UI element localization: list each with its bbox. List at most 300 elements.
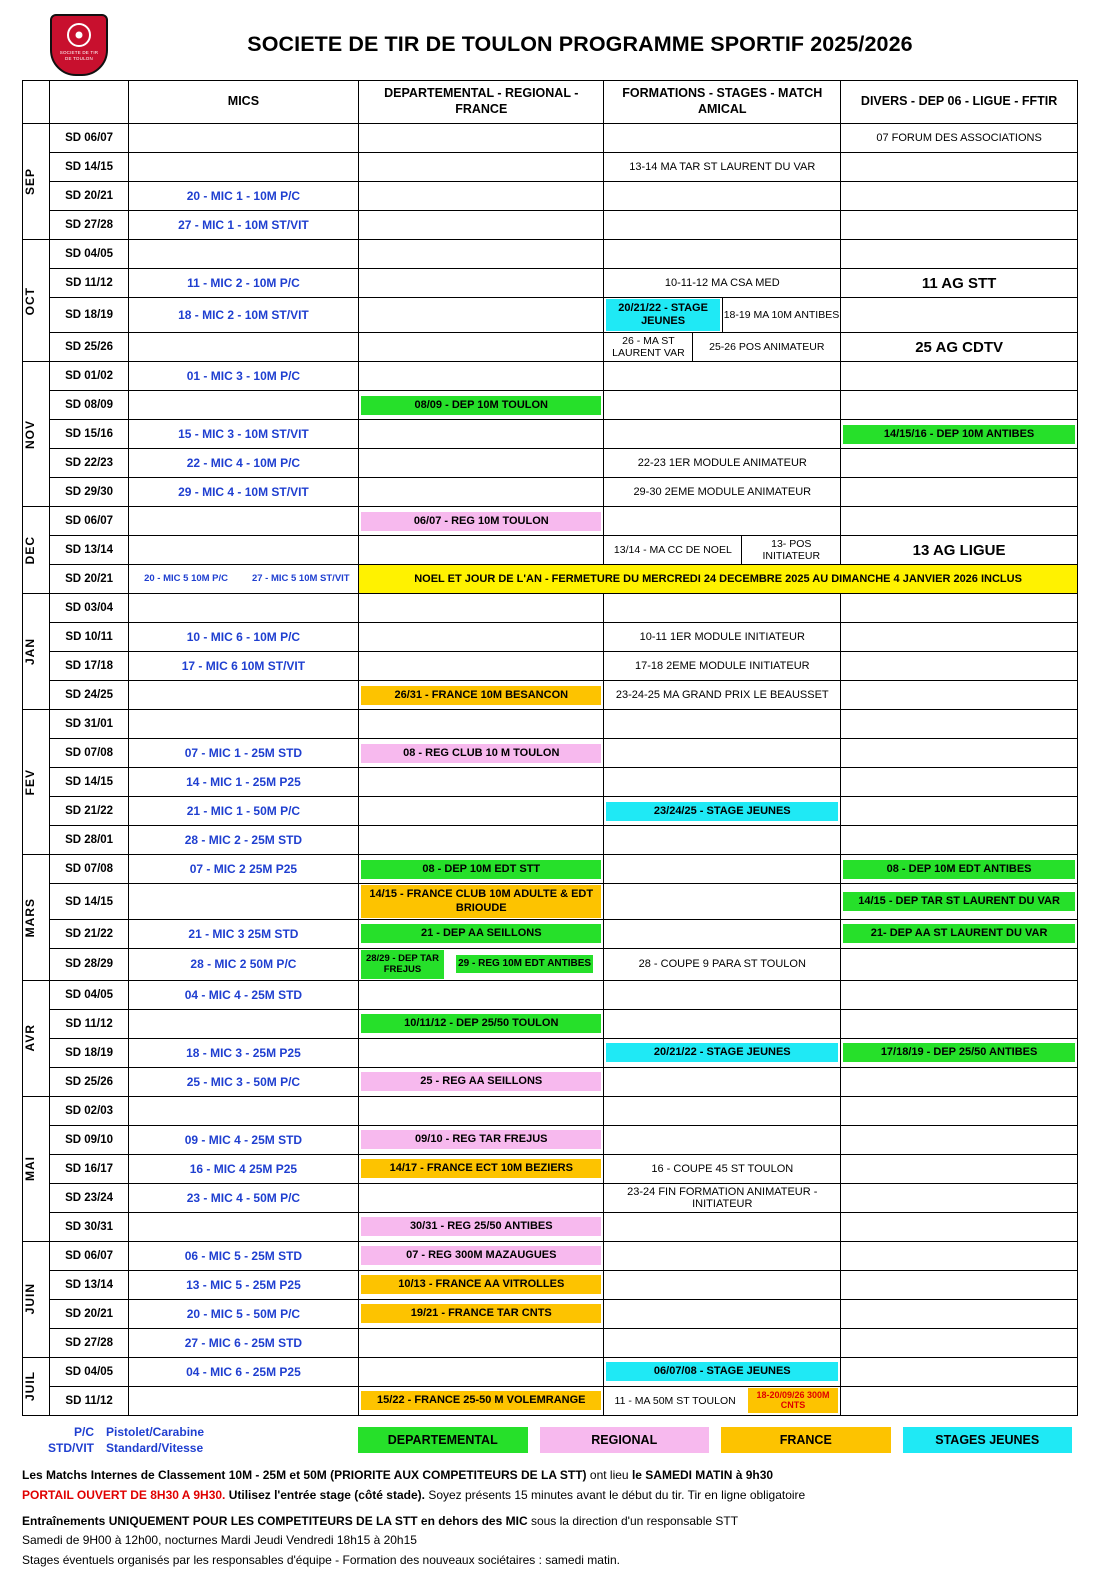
cell-divers xyxy=(841,391,1078,420)
cell-divers xyxy=(841,478,1078,507)
legend-departemental: DEPARTEMENTAL xyxy=(358,1427,528,1453)
week-label: SD 09/10 xyxy=(50,1125,128,1154)
cell-mics xyxy=(128,884,358,919)
cell-divers: 25 AG CDTV xyxy=(841,333,1078,362)
cell-mics: 28 - MIC 2 - 25M STD xyxy=(128,826,358,855)
cell-drf xyxy=(359,1299,604,1328)
cell-divers xyxy=(841,652,1078,681)
week-label: SD 28/29 xyxy=(50,948,128,980)
cell-drf xyxy=(359,182,604,211)
week-label: SD 06/07 xyxy=(50,507,128,536)
cell-fsm xyxy=(604,1386,841,1415)
week-label: SD 17/18 xyxy=(50,652,128,681)
cell-fsm xyxy=(604,1067,841,1096)
cell-drf xyxy=(359,948,604,980)
cell-drf xyxy=(359,1270,604,1299)
legend xyxy=(22,1424,1078,1456)
week-label: SD 03/04 xyxy=(50,594,128,623)
cell-drf xyxy=(359,768,604,797)
france-chip: 14/15 - FRANCE CLUB 10M ADULTE & EDT BRIOUDE xyxy=(361,885,601,917)
month-jan: JAN xyxy=(23,594,50,710)
week-label: SD 31/01 xyxy=(50,710,128,739)
cell-divers xyxy=(841,1241,1078,1270)
cell-mics xyxy=(128,333,358,362)
cell-mics xyxy=(128,124,358,153)
cell-divers xyxy=(841,768,1078,797)
cell-fsm: 10-11 1ER MODULE INITIATEUR xyxy=(604,623,841,652)
cell-fsm: 29-30 2EME MODULE ANIMATEUR xyxy=(604,478,841,507)
cell-fsm xyxy=(604,980,841,1009)
cell-fsm xyxy=(604,240,841,269)
france-chip: 19/21 - FRANCE TAR CNTS xyxy=(361,1304,601,1323)
cell-divers xyxy=(841,797,1078,826)
france-chip: 14/17 - FRANCE ECT 10M BEZIERS xyxy=(361,1159,601,1178)
cell-drf xyxy=(359,1183,604,1212)
cell-divers xyxy=(841,1096,1078,1125)
cell-fsm: 23-24 FIN FORMATION ANIMATEUR - INITIATEUR xyxy=(604,1183,841,1212)
cell-fsm xyxy=(604,1096,841,1125)
note-2b: Utilisez l'entrée stage (côté stade). xyxy=(225,1487,429,1502)
cell-fsm xyxy=(604,1357,841,1386)
cell-mics: 27 - MIC 1 - 10M ST/VIT xyxy=(128,211,358,240)
week-label: SD 13/14 xyxy=(50,1270,128,1299)
cell-drf xyxy=(359,797,604,826)
note-line-4: Samedi de 9H00 à 12h00, nocturnes Mardi Jeudi Vendredi 18h15 à 20h15 xyxy=(22,1533,417,1548)
week-label: SD 14/15 xyxy=(50,884,128,919)
dep-chip: 14/15/16 - DEP 10M ANTIBES xyxy=(843,425,1075,444)
cell-fsm xyxy=(604,1270,841,1299)
cell-mics: 21 - MIC 3 25M STD xyxy=(128,919,358,948)
reg-chip: 06/07 - REG 10M TOULON xyxy=(361,512,601,531)
cell-drf xyxy=(359,1096,604,1125)
col-header-divers: DIVERS - DEP 06 - LIGUE - FFTIR xyxy=(841,81,1078,124)
cell-fsm xyxy=(604,797,841,826)
cell-fsm-left: 26 - MA ST LAURENT VAR xyxy=(612,335,685,360)
week-label: SD 14/15 xyxy=(50,768,128,797)
reg-chip: 25 - REG AA SEILLONS xyxy=(361,1072,601,1091)
cell-drf xyxy=(359,1241,604,1270)
cell-fsm xyxy=(604,1212,841,1241)
cell-fsm xyxy=(604,298,841,333)
cell-fsm-left: 13/14 - MA CC DE NOEL xyxy=(613,544,732,557)
table-header-row xyxy=(23,81,1078,124)
reg-chip: 07 - REG 300M MAZAUGUES xyxy=(361,1246,601,1265)
cell-mics: 16 - MIC 4 25M P25 xyxy=(128,1154,358,1183)
week-label: SD 25/26 xyxy=(50,333,128,362)
month-oct: OCT xyxy=(23,240,50,362)
week-label: SD 16/17 xyxy=(50,1154,128,1183)
legend-stages: STAGES JEUNES xyxy=(903,1427,1073,1453)
week-label: SD 14/15 xyxy=(50,153,128,182)
shield-icon xyxy=(50,14,108,76)
week-label: SD 08/09 xyxy=(50,391,128,420)
cell-fsm-right: 18-19 MA 10M ANTIBES xyxy=(723,309,840,322)
cell-divers xyxy=(841,948,1078,980)
cell-divers xyxy=(841,449,1078,478)
cell-divers xyxy=(841,182,1078,211)
cell-mics: 27 - MIC 6 - 25M STD xyxy=(128,1328,358,1357)
cell-divers xyxy=(841,1125,1078,1154)
pc-abbrev: P/C xyxy=(73,1424,94,1439)
cell-mics: 17 - MIC 6 10M ST/VIT xyxy=(128,652,358,681)
target-icon xyxy=(67,23,91,47)
france-chip: 26/31 - FRANCE 10M BESANCON xyxy=(361,686,601,705)
week-label: SD 02/03 xyxy=(50,1096,128,1125)
note-3a: Entraînements UNIQUEMENT POUR LES COMPETITEURS DE LA STT en dehors des MIC xyxy=(22,1513,528,1528)
cell-drf xyxy=(359,298,604,333)
cell-divers xyxy=(841,1386,1078,1415)
cell-mics xyxy=(128,153,358,182)
cell-divers xyxy=(841,211,1078,240)
note-line-2 xyxy=(22,1486,1078,1506)
cell-mics xyxy=(128,507,358,536)
logo-line1: SOCIETE DE TIR xyxy=(59,49,99,55)
month-mars: MARS xyxy=(23,855,50,980)
cell-divers xyxy=(841,826,1078,855)
cell-mics: 20 - MIC 1 - 10M P/C xyxy=(128,182,358,211)
cell-drf xyxy=(359,124,604,153)
dep-chip: 17/18/19 - DEP 25/50 ANTIBES xyxy=(843,1043,1075,1062)
dep-chip: 14/15 - DEP TAR ST LAURENT DU VAR xyxy=(843,892,1075,911)
stage-chip: 23/24/25 - STAGE JEUNES xyxy=(606,802,838,821)
cell-drf xyxy=(359,449,604,478)
notes xyxy=(22,1466,1078,1571)
cell-drf xyxy=(359,594,604,623)
cell-drf xyxy=(359,1009,604,1038)
cell-drf xyxy=(359,1038,604,1067)
cell-fsm-right: 13- POS INITIATEUR xyxy=(762,538,821,563)
note-2a: PORTAIL OUVERT DE 8H30 A 9H30. xyxy=(22,1487,226,1502)
cell-mics: 28 - MIC 2 50M P/C xyxy=(128,948,358,980)
cell-fsm xyxy=(604,124,841,153)
cell-drf xyxy=(359,623,604,652)
cell-fsm xyxy=(604,391,841,420)
cell-mics: 06 - MIC 5 - 25M STD xyxy=(128,1241,358,1270)
week-label: SD 07/08 xyxy=(50,855,128,884)
mic-right: 27 - MIC 5 10M ST/VIT xyxy=(251,572,350,584)
stage-chip: 06/07/08 - STAGE JEUNES xyxy=(606,1362,838,1381)
cell-mics: 07 - MIC 1 - 25M STD xyxy=(128,739,358,768)
france-chip: 15/22 - FRANCE 25-50 M VOLEMRANGE xyxy=(361,1391,601,1410)
cell-fsm: 17-18 2EME MODULE INITIATEUR xyxy=(604,652,841,681)
cell-mics: 13 - MIC 5 - 25M P25 xyxy=(128,1270,358,1299)
cell-divers xyxy=(841,240,1078,269)
week-label: SD 27/28 xyxy=(50,1328,128,1357)
cell-drf xyxy=(359,855,604,884)
week-label: SD 01/02 xyxy=(50,362,128,391)
cell-mics: 11 - MIC 2 - 10M P/C xyxy=(128,269,358,298)
cell-drf xyxy=(359,153,604,182)
cell-drf xyxy=(359,1386,604,1415)
cell-mics: 14 - MIC 1 - 25M P25 xyxy=(128,768,358,797)
france-chip: 10/13 - FRANCE AA VITROLLES xyxy=(361,1275,601,1294)
cell-drf xyxy=(359,333,604,362)
cell-drf xyxy=(359,507,604,536)
cell-divers: 07 FORUM DES ASSOCIATIONS xyxy=(841,124,1078,153)
cell-mics xyxy=(128,1386,358,1415)
cnts-chip: 18-20/09/26 300M CNTS xyxy=(748,1388,838,1414)
cell-mics: 29 - MIC 4 - 10M ST/VIT xyxy=(128,478,358,507)
week-label: SD 23/24 xyxy=(50,1183,128,1212)
programme-table xyxy=(22,80,1078,1416)
stage-chip: 20/21/22 - STAGE JEUNES xyxy=(606,1043,838,1062)
cell-divers xyxy=(841,739,1078,768)
cell-fsm xyxy=(604,1009,841,1038)
cell-divers xyxy=(841,1270,1078,1299)
cell-drf xyxy=(359,536,604,565)
dep-chip: 10/11/12 - DEP 25/50 TOULON xyxy=(361,1014,601,1033)
logo-line2: DE TOULON xyxy=(65,55,93,61)
cell-divers xyxy=(841,298,1078,333)
cell-mics: 22 - MIC 4 - 10M P/C xyxy=(128,449,358,478)
cell-mics: 07 - MIC 2 25M P25 xyxy=(128,855,358,884)
month-dec: DEC xyxy=(23,507,50,594)
cell-divers xyxy=(841,710,1078,739)
cell-mics xyxy=(128,391,358,420)
week-label: SD 04/05 xyxy=(50,240,128,269)
cell-mics xyxy=(128,681,358,710)
cell-drf xyxy=(359,211,604,240)
cell-divers xyxy=(841,362,1078,391)
note-1c: le SAMEDI MATIN à 9h30 xyxy=(631,1467,774,1482)
cell-divers xyxy=(841,1183,1078,1212)
note-line-3 xyxy=(22,1512,1078,1532)
week-label: SD 22/23 xyxy=(50,449,128,478)
cell-drf xyxy=(359,681,604,710)
cell-mics xyxy=(128,710,358,739)
cell-divers xyxy=(841,594,1078,623)
cell-divers xyxy=(841,1328,1078,1357)
cell-drf xyxy=(359,710,604,739)
dep-chip: 08 - DEP 10M EDT ANTIBES xyxy=(843,860,1075,879)
week-label: SD 11/12 xyxy=(50,269,128,298)
legend-abbrev xyxy=(22,1424,352,1456)
cell-divers xyxy=(841,884,1078,919)
cell-fsm xyxy=(604,1241,841,1270)
mic-left: 20 - MIC 5 10M P/C xyxy=(144,572,229,584)
cell-mics xyxy=(128,240,358,269)
dep-chip: 08 - DEP 10M EDT STT xyxy=(361,860,601,879)
cell-fsm xyxy=(604,182,841,211)
cell-fsm xyxy=(604,768,841,797)
cell-divers: 13 AG LIGUE xyxy=(841,536,1078,565)
cell-drf xyxy=(359,391,604,420)
note-2c: Soyez présents 15 minutes avant le début du tir. Tir en ligne obligatoire xyxy=(428,1487,806,1502)
cell-fsm xyxy=(604,826,841,855)
col-header-fsm: FORMATIONS - STAGES - MATCH AMICAL xyxy=(604,81,841,124)
cell-drf xyxy=(359,478,604,507)
cell-mics: 23 - MIC 4 - 50M P/C xyxy=(128,1183,358,1212)
cell-divers xyxy=(841,681,1078,710)
cell-fsm xyxy=(604,420,841,449)
week-label: SD 20/21 xyxy=(50,182,128,211)
dep-chip: 21- DEP AA ST LAURENT DU VAR xyxy=(843,924,1075,943)
week-label: SD 10/11 xyxy=(50,623,128,652)
cell-drf xyxy=(359,1125,604,1154)
cell-fsm-left: 11 - MA 50M ST TOULON xyxy=(614,1394,736,1407)
cell-mics xyxy=(128,594,358,623)
cell-drf xyxy=(359,420,604,449)
cell-divers xyxy=(841,1154,1078,1183)
cell-fsm: 28 - COUPE 9 PARA ST TOULON xyxy=(604,948,841,980)
cell-divers xyxy=(841,623,1078,652)
cell-fsm xyxy=(604,507,841,536)
cell-fsm xyxy=(604,884,841,919)
cell-divers xyxy=(841,507,1078,536)
week-label: SD 21/22 xyxy=(50,919,128,948)
corner-cell xyxy=(23,81,50,124)
dep-chip: 28/29 - DEP TAR FREJUS xyxy=(361,950,444,979)
cell-divers xyxy=(841,1299,1078,1328)
week-label: SD 25/26 xyxy=(50,1067,128,1096)
cell-drf xyxy=(359,980,604,1009)
week-label: SD 18/19 xyxy=(50,1038,128,1067)
dep-chip: 21 - DEP AA SEILLONS xyxy=(361,924,601,943)
corner-cell-2 xyxy=(50,81,128,124)
week-label: SD 18/19 xyxy=(50,298,128,333)
week-label: SD 06/07 xyxy=(50,1241,128,1270)
cell-fsm-right: 25-26 POS ANIMATEUR xyxy=(709,341,825,354)
cell-drf xyxy=(359,269,604,298)
week-label: SD 20/21 xyxy=(50,565,128,594)
cell-fsm: 10-11-12 MA CSA MED xyxy=(604,269,841,298)
week-label: SD 27/28 xyxy=(50,211,128,240)
cell-drf xyxy=(359,919,604,948)
cell-mics: 15 - MIC 3 - 10M ST/VIT xyxy=(128,420,358,449)
week-label: SD 15/16 xyxy=(50,420,128,449)
cell-mics: 04 - MIC 4 - 25M STD xyxy=(128,980,358,1009)
pc-meaning: Pistolet/Carabine xyxy=(106,1424,205,1439)
cell-fsm xyxy=(604,211,841,240)
week-label: SD 28/01 xyxy=(50,826,128,855)
cell-mics: 18 - MIC 3 - 25M P25 xyxy=(128,1038,358,1067)
month-juil: JUIL xyxy=(23,1357,50,1415)
week-label: SD 29/30 xyxy=(50,478,128,507)
cell-mics: 21 - MIC 1 - 50M P/C xyxy=(128,797,358,826)
cell-drf xyxy=(359,1154,604,1183)
cell-divers xyxy=(841,1067,1078,1096)
reg-chip: 08 - REG CLUB 10 M TOULON xyxy=(361,744,601,763)
week-label: SD 04/05 xyxy=(50,1357,128,1386)
week-label: SD 11/12 xyxy=(50,1009,128,1038)
note-1b: ont lieu xyxy=(586,1467,632,1482)
cell-mics xyxy=(128,1096,358,1125)
cell-fsm xyxy=(604,594,841,623)
cell-fsm xyxy=(604,333,841,362)
cell-drf xyxy=(359,739,604,768)
week-label: SD 04/05 xyxy=(50,980,128,1009)
stdvit-meaning: Standard/Vitesse xyxy=(106,1440,204,1455)
month-juin: JUIN xyxy=(23,1241,50,1357)
cell-drf xyxy=(359,1357,604,1386)
cell-fsm: 13-14 MA TAR ST LAURENT DU VAR xyxy=(604,153,841,182)
cell-mics: 09 - MIC 4 - 25M STD xyxy=(128,1125,358,1154)
cell-divers xyxy=(841,153,1078,182)
note-1a: Les Matchs Internes de Classement 10M - 25M et 50M (PRIORITE AUX COMPETITEURS DE LA STT) xyxy=(22,1467,587,1482)
cell-drf xyxy=(359,240,604,269)
stage-chip: 20/21/22 - STAGE JEUNES xyxy=(606,299,719,331)
cell-fsm xyxy=(604,919,841,948)
legend-regional: REGIONAL xyxy=(540,1427,710,1453)
week-label: SD 11/12 xyxy=(50,1386,128,1415)
note-line-5: Stages éventuels organisés par les responsables d'équipe - Formation des nouveaux sociétaires : samedi matin. xyxy=(22,1553,620,1568)
page-title: SOCIETE DE TIR DE TOULON PROGRAMME SPORTIF 2025/2026 xyxy=(247,31,913,56)
cell-divers: 11 AG STT xyxy=(841,269,1078,298)
cell-mics xyxy=(128,565,358,594)
week-label: SD 21/22 xyxy=(50,797,128,826)
week-label: SD 07/08 xyxy=(50,739,128,768)
cell-mics: 01 - MIC 3 - 10M P/C xyxy=(128,362,358,391)
week-label: SD 20/21 xyxy=(50,1299,128,1328)
week-label: SD 13/14 xyxy=(50,536,128,565)
month-sep: SEP xyxy=(23,124,50,240)
cell-divers xyxy=(841,1009,1078,1038)
cell-divers xyxy=(841,1212,1078,1241)
week-label: SD 30/31 xyxy=(50,1212,128,1241)
cell-fsm xyxy=(604,855,841,884)
cell-drf xyxy=(359,1328,604,1357)
cell-drf xyxy=(359,362,604,391)
month-mai: MAI xyxy=(23,1096,50,1241)
cell-drf xyxy=(359,1212,604,1241)
month-fev: FEV xyxy=(23,710,50,855)
cell-mics: 10 - MIC 6 - 10M P/C xyxy=(128,623,358,652)
cell-mics: 04 - MIC 6 - 25M P25 xyxy=(128,1357,358,1386)
cell-mics xyxy=(128,1009,358,1038)
cell-fsm xyxy=(604,536,841,565)
cell-mics xyxy=(128,1212,358,1241)
reg-chip: 30/31 - REG 25/50 ANTIBES xyxy=(361,1217,601,1236)
cell-mics xyxy=(128,536,358,565)
cell-fsm: 23-24-25 MA GRAND PRIX LE BEAUSSET xyxy=(604,681,841,710)
cell-divers xyxy=(841,1038,1078,1067)
cell-mics: 20 - MIC 5 - 50M P/C xyxy=(128,1299,358,1328)
cell-divers xyxy=(841,980,1078,1009)
cell-fsm xyxy=(604,1299,841,1328)
dep-chip-2: 29 - REG 10M EDT ANTIBES xyxy=(456,955,593,973)
cell-drf xyxy=(359,826,604,855)
week-label: SD 24/25 xyxy=(50,681,128,710)
note-3b: sous la direction d'un responsable STT xyxy=(527,1513,739,1528)
cell-fsm: 22-23 1ER MODULE ANIMATEUR xyxy=(604,449,841,478)
week-label: SD 06/07 xyxy=(50,124,128,153)
cell-fsm xyxy=(604,710,841,739)
cell-drf xyxy=(359,884,604,919)
note-line-1 xyxy=(22,1466,1078,1486)
cell-fsm: 16 - COUPE 45 ST TOULON xyxy=(604,1154,841,1183)
cell-divers xyxy=(841,420,1078,449)
legend-france: FRANCE xyxy=(721,1427,891,1453)
stdvit-abbrev: STD/VIT xyxy=(47,1440,94,1455)
col-header-drf: DEPARTEMENTAL - REGIONAL - FRANCE xyxy=(359,81,604,124)
col-header-mics: MICS xyxy=(128,81,358,124)
month-avr: AVR xyxy=(23,980,50,1096)
cell-divers xyxy=(841,919,1078,948)
reg-chip: 09/10 - REG TAR FREJUS xyxy=(361,1130,601,1149)
cell-divers xyxy=(841,1357,1078,1386)
holiday-banner: NOEL ET JOUR DE L'AN - FERMETURE DU MERCREDI 24 DECEMBRE 2025 AU DIMANCHE 4 JANVIER 2026 INCLUS xyxy=(359,565,1078,594)
cell-fsm xyxy=(604,362,841,391)
cell-drf xyxy=(359,1067,604,1096)
dep-chip: 08/09 - DEP 10M TOULON xyxy=(361,396,601,415)
cell-divers xyxy=(841,855,1078,884)
cell-mics: 18 - MIC 2 - 10M ST/VIT xyxy=(128,298,358,333)
cell-fsm xyxy=(604,739,841,768)
cell-mics: 25 - MIC 3 - 50M P/C xyxy=(128,1067,358,1096)
club-logo xyxy=(50,14,112,74)
cell-drf xyxy=(359,652,604,681)
page-header xyxy=(22,14,1078,74)
